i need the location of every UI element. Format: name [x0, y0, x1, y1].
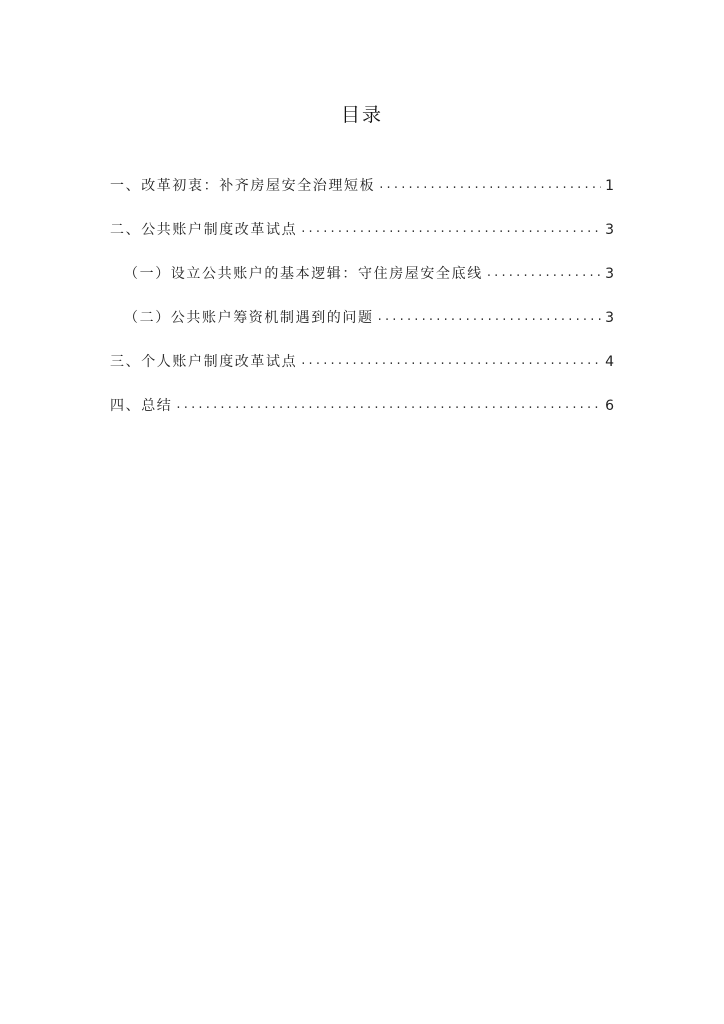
toc-dot-leader — [301, 350, 601, 372]
toc-entry-text: 二、公共账户制度改革试点 — [110, 222, 298, 238]
toc-page-number: 3 — [605, 222, 614, 238]
toc-page-number: 4 — [605, 354, 614, 370]
toc-entry-4[interactable] — [110, 395, 614, 417]
toc-dot-leader — [379, 174, 601, 196]
toc-dot-leader — [301, 218, 601, 240]
toc-dot-leader — [487, 262, 601, 284]
toc-entry-3[interactable] — [110, 351, 614, 373]
toc-entry-text: 四、总结 — [110, 398, 173, 414]
toc-entry-text: 一、改革初衷：补齐房屋安全治理短板 — [110, 178, 376, 194]
toc-page-number: 1 — [605, 178, 614, 194]
toc-page-number: 3 — [605, 266, 614, 282]
toc-entry-2[interactable] — [110, 219, 614, 241]
toc-entry-text: （一）设立公共账户的基本逻辑：守住房屋安全底线 — [124, 266, 483, 282]
toc-entry-text: （二）公共账户筹资机制遇到的问题 — [124, 310, 374, 326]
toc-entry-2-1[interactable] — [124, 263, 614, 285]
toc-entry-2-2[interactable] — [124, 307, 614, 329]
toc-page-number: 6 — [605, 398, 614, 414]
toc-page-number: 3 — [605, 310, 614, 326]
toc-dot-leader — [176, 394, 601, 416]
page-title: 目录 — [340, 104, 383, 126]
toc-entry-text: 三、个人账户制度改革试点 — [110, 354, 298, 370]
toc-dot-leader — [378, 306, 601, 328]
toc-entry-1[interactable] — [110, 175, 614, 197]
